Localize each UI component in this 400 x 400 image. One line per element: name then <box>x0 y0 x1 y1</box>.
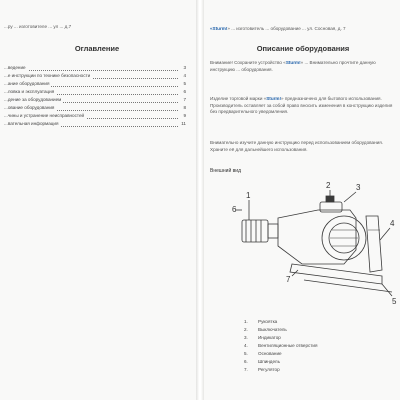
callout-1: 1 <box>246 191 251 200</box>
section-heading: Описание оборудования <box>256 44 350 53</box>
legend-item: 5. Основание <box>244 351 282 356</box>
legend-item: 6. Шпиндель <box>244 359 280 364</box>
callout-3: 3 <box>356 183 361 192</box>
external-view-label: Внешний вид <box>210 168 241 174</box>
callout-6: 6 <box>232 205 237 214</box>
toc-entry: ...ание оборудования 5 <box>4 81 186 86</box>
toc-entry: ...ведение 3 <box>4 65 186 70</box>
toc-entry: ...е инструкции по технике безопасности 4 <box>4 73 186 78</box>
toc-entry: ...ловка и эксплуатация 6 <box>4 89 186 94</box>
right-page <box>204 0 400 400</box>
legend-item: 4. Вентиляционные отверстия <box>244 343 318 348</box>
toc-entry: ...чины и устранение неисправностей 9 <box>4 113 186 118</box>
legend-item: 3. Индикатор <box>244 335 281 340</box>
legend-item: 7. Регулятор <box>244 367 280 372</box>
brand-name: Sturm! <box>266 96 282 101</box>
table-of-contents <box>4 64 186 128</box>
toc-entry: ...дение за оборудованием 7 <box>4 97 186 102</box>
brand-name: «Sturm! <box>210 26 228 31</box>
callout-7: 7 <box>286 275 291 284</box>
toc-entry: ...вательная информация 11 <box>4 121 186 126</box>
callout-2: 2 <box>326 181 331 190</box>
parts-legend <box>244 318 394 374</box>
instruction-paragraph: Внимательно изучите данную инструкцию перед использованием оборудования. Храните её для дальнейшего использования. <box>210 140 383 152</box>
legend-item: 1. Рукоятка <box>244 319 278 324</box>
device-drawing <box>232 180 400 312</box>
manufacturer-note: «Sturm!» ... изготовитель ... оборудование ... ул. Сосновая, д. 7 <box>210 26 346 31</box>
left-page <box>0 0 196 400</box>
brand-name: Sturm! <box>285 60 301 65</box>
book-gutter <box>196 0 204 400</box>
callout-5: 5 <box>392 297 397 306</box>
toc-entry: ...ование оборудования 8 <box>4 105 186 110</box>
toc-heading: Оглавление <box>74 44 120 53</box>
left-page-intro: ...ру ... изготовителе ... ул ... д.7 <box>4 24 72 29</box>
attention-paragraph: Внимание! Сохраните устройство «Sturm!» ... Внимательно прочтите данную инструкцию ... оборудования. <box>210 60 376 72</box>
purpose-paragraph: Изделие торговой марки «Sturm!» предназначено для бытового использования. Производитель оставляет за собой право вносить изменения в конструкцию изделия без предварительного уведомления. <box>210 96 393 115</box>
callout-4: 4 <box>390 219 395 228</box>
legend-item: 2. Выключатель <box>244 327 287 332</box>
